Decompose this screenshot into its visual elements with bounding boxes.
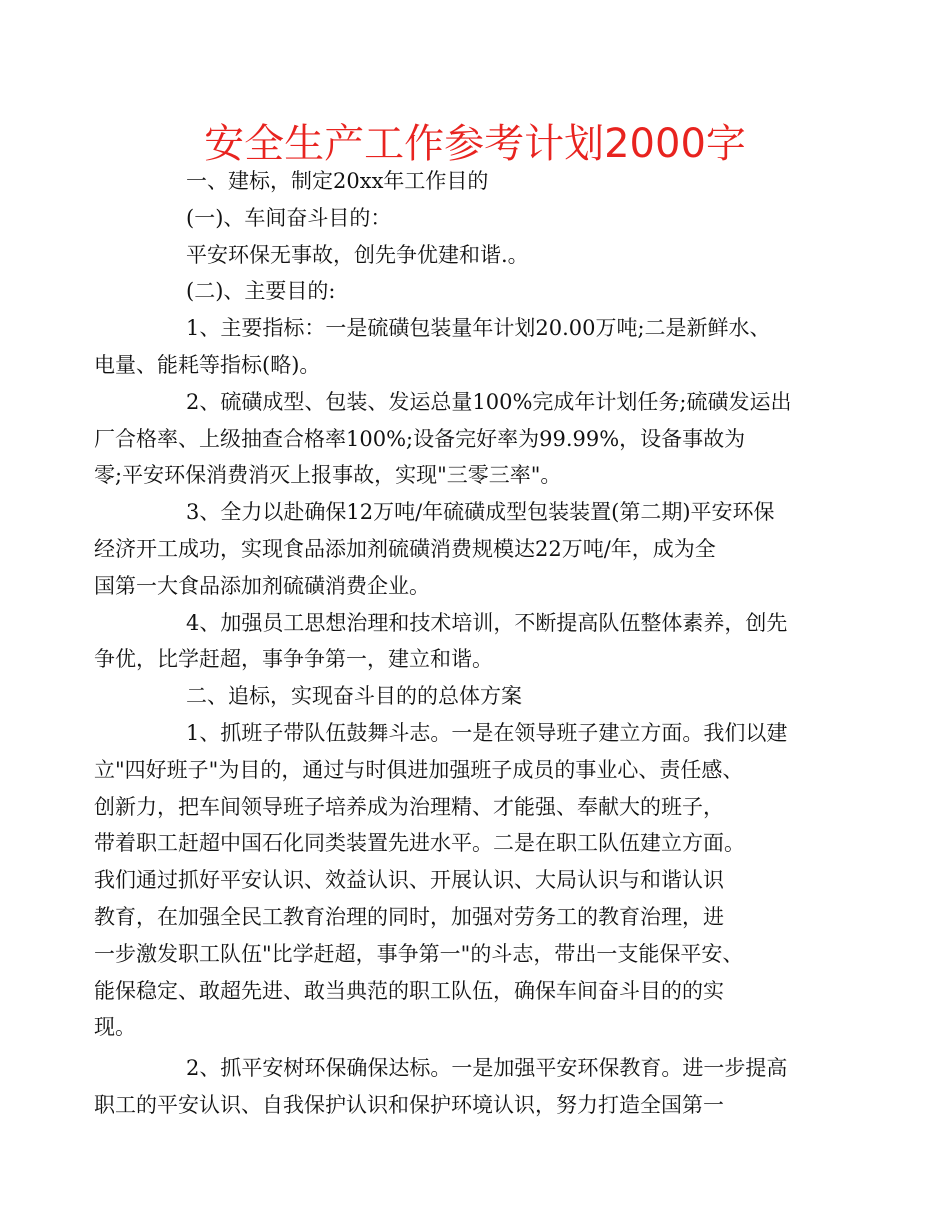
paragraph-item-2 bbox=[94, 384, 830, 494]
text-line: 3、全力以赴确保12万吨/年硫磺成型包装装置(第二期)平安环保 bbox=[186, 500, 775, 525]
text-line: (二)、主要目的: bbox=[186, 279, 336, 304]
text-line: 能保稳定、敢超先进、敢当典范的职工队伍，确保车间奋斗目的的实 bbox=[94, 978, 724, 1003]
paragraph-workshop-goal-heading bbox=[140, 200, 830, 237]
paragraph-item-1 bbox=[94, 310, 830, 384]
paragraph-plan-heading bbox=[140, 678, 830, 715]
text-line: 1、主要指标：一是硫磺包装量年计划20.00万吨;二是新鲜水、 bbox=[186, 316, 771, 341]
paragraph-item-4 bbox=[94, 605, 830, 679]
paragraph-workshop-goal bbox=[140, 237, 830, 274]
paragraph-item-3 bbox=[94, 494, 830, 604]
text-line: 1、抓班子带队伍鼓舞斗志。一是在领导班子建立方面。我们以建 bbox=[186, 720, 788, 745]
text-line: 经济开工成功，实现食品添加剂硫磺消费规模达22万吨/年，成为全 bbox=[94, 536, 716, 561]
text-line: 平安环保无事故，创先争优建和谐.。 bbox=[186, 242, 529, 267]
text-line: 我们通过抓好平安认识、效益认识、开展认识、大局认识与和谐认识 bbox=[94, 868, 724, 893]
paragraph-goal-heading bbox=[140, 163, 830, 200]
paragraph-plan-1 bbox=[94, 715, 830, 1046]
text-line: 2、抓平安树环保确保达标。一是加强平安环保教育。进一步提高 bbox=[186, 1056, 788, 1081]
text-line: 创新力，把车间领导班子培养成为治理精、才能强、奉献大的班子， bbox=[94, 794, 724, 819]
document-title: 安全生产工作参考计划2000字 bbox=[204, 121, 746, 167]
text-line: 国第一大食品添加剂硫磺消费企业。 bbox=[94, 573, 430, 598]
text-line: 2、硫磺成型、包装、发运总量100%完成年计划任务;硫磺发运出 bbox=[186, 389, 792, 414]
text-line: 厂合格率、上级抽查合格率100%;设备完好率为99.99%，设备事故为 bbox=[94, 426, 746, 451]
text-line: 现。 bbox=[94, 1015, 136, 1040]
text-line: 零;平安环保消费消灭上报事故，实现"三零三率"。 bbox=[94, 463, 562, 488]
text-line: 电量、能耗等指标(略)。 bbox=[94, 352, 321, 377]
text-line: 一、建标，制定20xx年工作目的 bbox=[186, 169, 489, 193]
text-line: 带着职工赶超中国石化同类装置先进水平。二是在职工队伍建立方面。 bbox=[94, 831, 745, 856]
text-line: 立"四好班子"为目的，通过与时俱进加强班子成员的事业心、责任感、 bbox=[94, 757, 744, 782]
text-line: 争优，比学赶超，事争争第一，建立和谐。 bbox=[94, 647, 493, 672]
text-line: 二、追标，实现奋斗目的的总体方案 bbox=[186, 684, 522, 709]
paragraph-plan-2 bbox=[94, 1050, 830, 1124]
text-line: 一步激发职工队伍"比学赶超，事争第一"的斗志，带出一支能保平安、 bbox=[94, 941, 744, 966]
paragraph-main-goal-heading bbox=[140, 273, 830, 310]
document-body bbox=[94, 163, 830, 1124]
text-line: 职工的平安认识、自我保护认识和保护环境认识，努力打造全国第一 bbox=[94, 1092, 724, 1117]
text-line: 教育，在加强全民工教育治理的同时，加强对劳务工的教育治理，进 bbox=[94, 904, 724, 929]
text-line: (一)、车间奋斗目的： bbox=[186, 205, 392, 230]
text-line: 4、加强员工思想治理和技术培训，不断提高队伍整体素养，创先 bbox=[186, 610, 788, 635]
